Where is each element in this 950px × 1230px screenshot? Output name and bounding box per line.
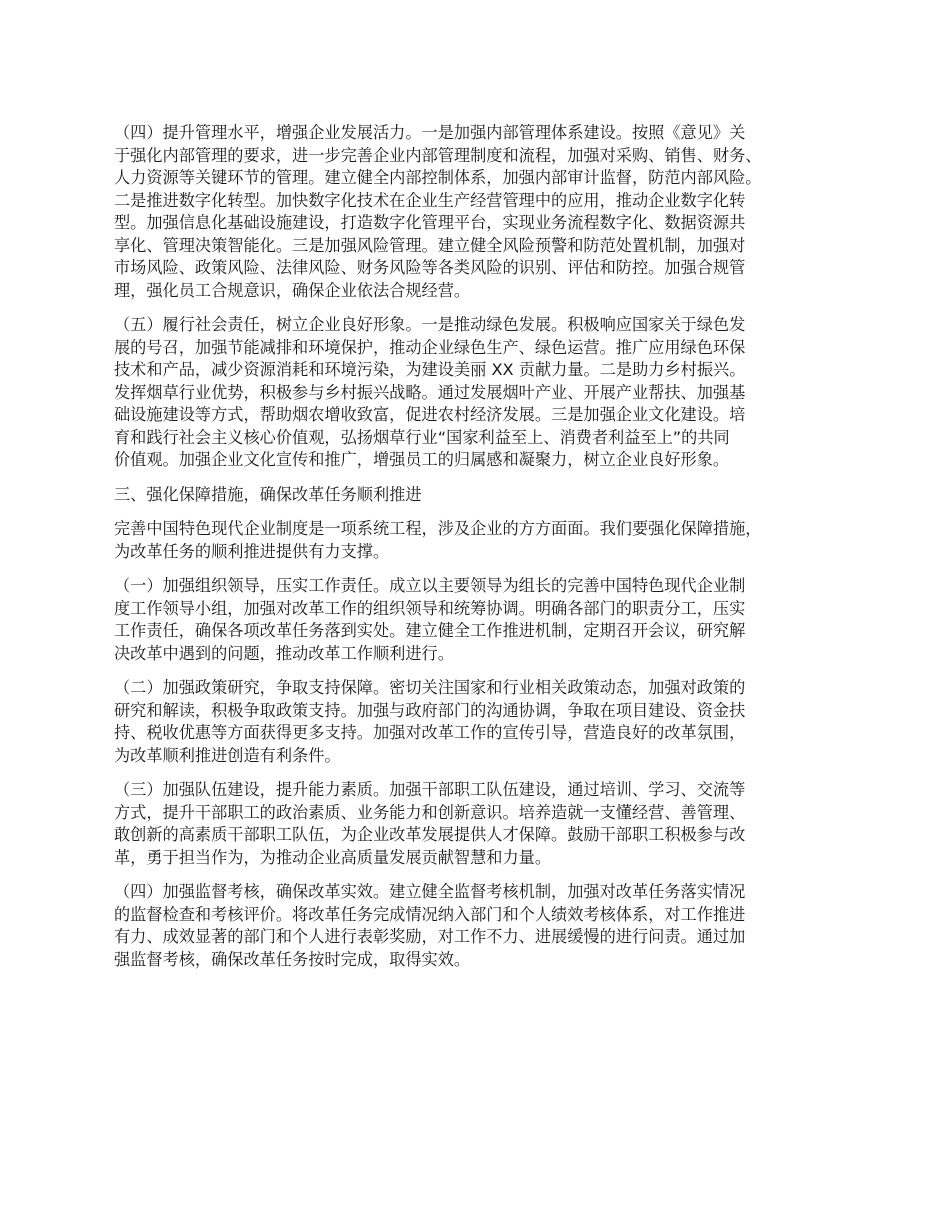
section-heading-3	[114, 484, 844, 507]
text-line: （四）提升管理水平，增强企业发展活力。一是加强内部管理体系建设。按照《意见》关	[114, 123, 746, 142]
text-line: 理，强化员工合规意识，确保企业依法合规经营。	[114, 280, 471, 300]
text-line: 敢创新的高素质干部职工队伍，为企业改革发展提供人才保障。鼓励干部职工积极参与改	[114, 825, 746, 844]
text-line: 为改革任务的顺利推进提供有力支撑。	[114, 541, 390, 561]
text-line: 型。加强信息化基础设施建设，打造数字化管理平台，实现业务流程数字化、数据资源共	[114, 213, 746, 232]
paragraph-social-responsibility	[114, 314, 844, 472]
text-line: （一）加强组织领导，压实工作责任。成立以主要领导为组长的完善中国特色现代企业制	[114, 576, 746, 595]
text-line: （三）加强队伍建设，提升能力素质。加强干部职工队伍建设，通过培训、学习、交流等	[114, 780, 746, 799]
paragraph-management	[114, 122, 844, 302]
document-page	[114, 122, 844, 983]
text-line: 的监督检查和考核评价。将改革任务完成情况纳入部门和个人绩效考核体系，对工作推进	[114, 904, 746, 924]
text-line: 决改革中遇到的问题，推动改革工作顺利进行。	[114, 643, 454, 663]
text-line: 于强化内部管理的要求，进一步完善企业内部管理制度和流程，加强对采购、销售、财务、	[114, 145, 762, 165]
text-line: 有力、成效显著的部门和个人进行表彰奖励，对工作不力、进展缓慢的进行问责。通过加	[114, 927, 746, 946]
text-line: 革，勇于担当作为，为推动企业高质量发展贡献智慧和力量。	[114, 847, 552, 867]
text-line: 为改革顺利推进创造有利条件。	[114, 745, 341, 765]
text-line: 持、税收优惠等方面获得更多支持。加强对改革工作的宣传引导，营造良好的改革氛围，	[114, 723, 746, 742]
text-line: （五）履行社会责任，树立企业良好形象。一是推动绿色发展。积极响应国家关于绿色发	[114, 315, 746, 334]
text-line: 强监督考核，确保改革任务按时完成，取得实效。	[114, 949, 471, 969]
text-line: 二是推进数字化转型。加快数字化技术在企业生产经营管理中的应用，推动企业数字化转	[114, 190, 746, 210]
text-line: （四）加强监督考核，确保改革实效。建立健全监督考核机制，加强对改革任务落实情况	[114, 882, 746, 901]
text-line: （二）加强政策研究，争取支持保障。密切关注国家和行业相关政策动态，加强对政策的	[114, 678, 746, 697]
paragraph-supervision	[114, 881, 844, 971]
text-line: 工作责任，确保各项改革任务落到实处。建立健全工作推进机制，定期召开会议，研究解	[114, 621, 746, 640]
text-line: 础设施建设等方式，帮助烟农增收致富，促进农村经济发展。三是加强企业文化建设。培	[114, 405, 746, 424]
text-line: 度工作领导小组，加强对改革工作的组织领导和统筹协调。明确各部门的职责分工，压实	[114, 598, 746, 618]
paragraph-organization	[114, 575, 844, 665]
paragraph-policy	[114, 677, 844, 767]
text-line: 技术和产品，减少资源消耗和环境污染，为建设美丽 XX 贡献力量。二是助力乡村振兴。	[114, 360, 746, 379]
text-line: 展的号召，加强节能减排和环境保护，推动企业绿色生产、绿色运营。推广应用绿色环保	[114, 337, 746, 357]
paragraph-section-intro	[114, 518, 844, 563]
text-line: 三、强化保障措施，确保改革任务顺利推进	[114, 484, 422, 504]
text-line: 市场风险、政策风险、法律风险、财务风险等各类风险的识别、评估和防控。加强合规管	[114, 258, 746, 277]
text-line: 人力资源等关键环节的管理。建立健全内部控制体系，加强内部审计监督，防范内部风险。	[114, 168, 762, 187]
text-line: 享化、管理决策智能化。三是加强风险管理。建立健全风险预警和防范处置机制，加强对	[114, 235, 746, 255]
text-line: 研究和解读，积极争取政策支持。加强与政府部门的沟通协调，争取在项目建设、资金扶	[114, 700, 746, 720]
paragraph-team	[114, 779, 844, 869]
text-line: 发挥烟草行业优势，积极参与乡村振兴战略。通过发展烟叶产业、开展产业帮扶、加强基	[114, 382, 746, 402]
text-line: 方式，提升干部职工的政治素质、业务能力和创新意识。培养造就一支懂经营、善管理、	[114, 802, 746, 822]
text-line: 完善中国特色现代企业制度是一项系统工程，涉及企业的方方面面。我们要强化保障措施，	[114, 519, 762, 538]
text-line: 育和践行社会主义核心价值观，弘扬烟草行业“国家利益至上、消费者利益至上”的共同	[114, 427, 730, 447]
text-line: 价值观。加强企业文化宣传和推广，增强员工的归属感和凝聚力，树立企业良好形象。	[114, 450, 730, 469]
